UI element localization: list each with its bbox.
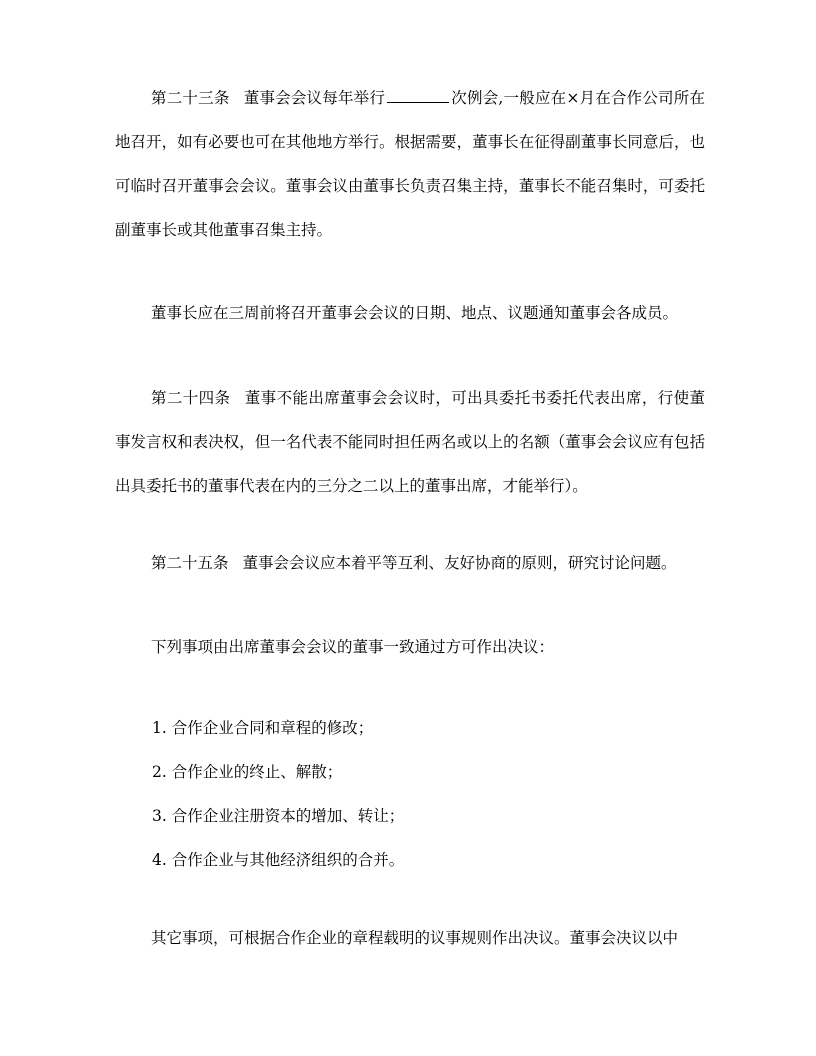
list-item: 3. 合作企业注册资本的增加、转让； [152,807,405,825]
notice-paragraph: 董事长应在三周前将召开董事会会议的日期、地点、议题通知董事会各成员。 [151,304,679,322]
list-item: 2. 合作企业的终止、解散； [152,763,343,781]
other-matters-paragraph: 其它事项，可根据合作企业的章程载明的议事规则作出决议。董事会决议以中 [151,929,679,947]
article-23-number: 第二十三条 [151,89,230,107]
unanimous-intro: 下列事项由出席董事会会议的董事一致通过方可作出决议： [151,638,555,656]
article-23-text-after-blank: 次例会,一般应在×月在合作公司所在地召开，如有必要也可在其他地方举行。根据需要，董事长在征得副董事长同意后，也可临时召开董事会会议。董事会议由董事长负责召集主持，董事长不能召集时，可委托副董事长或其他董事召集主持。 [115,89,705,239]
list-item: 4. 合作企业与其他经济组织的合并。 [152,851,405,869]
article-23-text-before-blank: 董事会会议每年举行 [243,89,386,107]
unanimous-items-list [152,706,712,882]
article-24-text: 董事不能出席董事会会议时，可出具委托书委托代表出席，行使董事发言权和表决权，但一名代表不能同时担任两名或以上的名额（董事会会议应有包括出具委托书的董事代表在内的三分之二以上的董事出席，才能举行）。 [115,389,705,495]
article-24-paragraph [115,376,705,508]
list-item: 1. 合作企业合同和章程的修改； [152,719,374,737]
article-25-paragraph [115,541,705,585]
fill-in-blank [387,86,449,103]
article-25-number: 第二十五条 [151,554,229,572]
article-25-text: 董事会会议应本着平等互利、友好协商的原则，研究讨论问题。 [242,554,677,572]
article-23-paragraph [115,76,705,252]
article-24-number: 第二十四条 [151,389,231,407]
